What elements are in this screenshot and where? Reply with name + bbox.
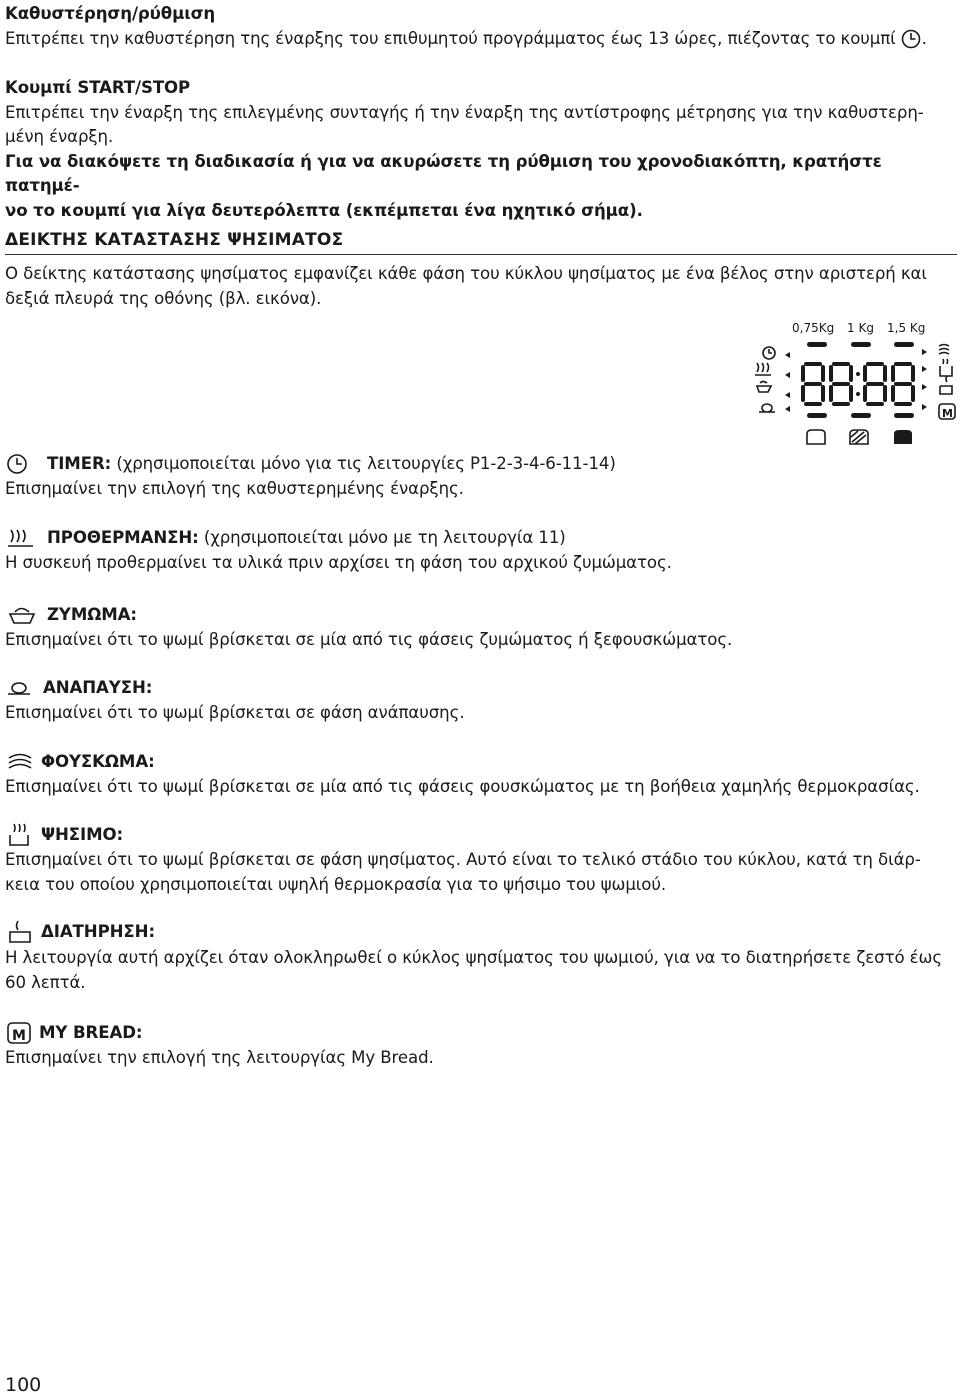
item-label: ΔΙΑΤΗΡΗΣΗ: [41, 921, 155, 941]
startstop-text-2: μένη έναρξη. [5, 127, 114, 146]
weight-label-1: 1 Kg [847, 321, 874, 335]
right-icons [939, 345, 955, 421]
item-text: Επισημαίνει την επιλογή της λειτουργίας My Bread. [5, 1048, 434, 1067]
item-label: ΨΗΣΙΜΟ: [41, 824, 124, 844]
item-text: Επισημαίνει ότι το ψωμί βρίσκεται σε φάση ψησίματος. Αυτό είναι το τελικό στάδιο του κύκλου, κατά τη διάρ- [5, 850, 921, 869]
svg-text:M: M [12, 1028, 26, 1044]
startstop-text-1: Επιτρέπει την έναρξη της επιλεγμένης συνταγής ή την έναρξη της αντίστροφης μέτρησης για την καθυστερη- [5, 102, 924, 122]
svg-text:M: M [942, 407, 953, 420]
weight-label-15: 1,5 Kg [887, 321, 926, 335]
item-label: MY BREAD: [39, 1022, 143, 1042]
item-label: ΖΥΜΩΜΑ: [47, 604, 137, 624]
item-rest [5, 676, 957, 725]
item-rising [5, 750, 957, 799]
baking-icon [5, 822, 35, 848]
section-title: ΔΕΙΚΤΗΣ ΚΑΤΑΣΤΑΣΗΣ ΨΗΣΙΜΑΤΟΣ [5, 228, 957, 255]
rising-icon [5, 750, 35, 774]
delay-text: Επιτρέπει την καθυστέρηση της έναρξης του επιθυμητού προγράμματος έως 13 ώρες, πιέζοντας το κουμπί . [5, 27, 957, 52]
item-text-2: κεια του οποίου χρησιμοποιείται υψηλή θερμοκρασία για το ψήσιμο του ψωμιού. [5, 874, 667, 894]
clock-icon [900, 28, 922, 50]
page-number: 100 [5, 1374, 42, 1396]
right-arrows [922, 349, 927, 410]
item-text: Επισημαίνει ότι το ψωμί βρίσκεται σε μία από τις φάσεις ζυμώματος ή ξεφουσκώματος. [5, 630, 733, 649]
item-label: ΦΟΥΣΚΩΜΑ: [41, 752, 155, 771]
rest-icon [5, 676, 35, 700]
item-text: Η συσκευή προθερμαίνει τα υλικά πριν αρχίσει τη φάση του αρχικού ζυμώματος. [5, 552, 672, 572]
item-text-2: 60 λεπτά. [5, 972, 86, 992]
indicator-text-2: δεξιά πλευρά της οθόνης (βλ. εικόνα). [5, 288, 322, 308]
item-text: Επισημαίνει ότι το ψωμί βρίσκεται σε μία από τις φάσεις φουσκώματος με τη βοήθεια χαμηλής θερμοκρασίας. [5, 776, 920, 796]
item-label: TIMER: [47, 454, 112, 473]
item-baking [5, 822, 957, 897]
weight-label-075: 0,75Kg [792, 321, 835, 335]
item-note: (χρησιμοποιείται μόνο με τη λειτουργία 11) [198, 528, 566, 547]
top-bars [807, 342, 914, 347]
startstop-bold-2: νο το κουμπί για λίγα δευτερόλεπτα (εκπέμπεται ένα ηχητικό σήμα). [5, 200, 643, 220]
delay-text-body: Επιτρέπει την καθυστέρηση της έναρξης του επιθυμητού προγράμματος έως 13 ώρες, πιέζοντας το κουμπί [5, 28, 896, 48]
item-my-bread [5, 1020, 957, 1071]
clock-icon [5, 452, 31, 476]
item-kneading [5, 602, 957, 653]
startstop-bold-1: Για να διακόψετε τη διαδικασία ή για να ακυρώσετε τη ρύθμιση του χρονοδιακόπτη, κρατήστε πατημέ- [5, 151, 882, 195]
item-text: Επισημαίνει ότι το ψωμί βρίσκεται σε φάση ανάπαυσης. [5, 702, 465, 722]
startstop-title: Κουμπί START/STOP [5, 78, 191, 97]
delay-title: Καθυστέρηση/ρύθμιση [5, 4, 216, 23]
crust-icons [807, 430, 912, 444]
item-text: Επισημαίνει την επιλογή της καθυστερημένης έναρξης. [5, 478, 464, 498]
lcd-digits [801, 362, 915, 406]
item-text: Η λειτουργία αυτή αρχίζει όταν ολοκληρωθεί ο κύκλος ψησίματος του ψωμιού, για να το διατηρήσετε ζεστό έως [5, 948, 942, 967]
left-arrows [785, 352, 790, 412]
item-preheat [5, 526, 957, 575]
item-keep-warm [5, 918, 957, 995]
lcd-display-diagram [749, 316, 960, 452]
my-bread-icon [5, 1020, 35, 1046]
preheat-icon [5, 526, 37, 550]
indicator-text-1: Ο δείκτης κατάστασης ψησίματος εμφανίζει κάθε φάση του κύκλου ψησίματος με ένα βέλος στην αριστερή και [5, 264, 927, 283]
left-icons [755, 347, 775, 412]
item-label: ΠΡΟΘΕΡΜΑΝΣΗ: [47, 528, 199, 547]
kneading-icon [5, 602, 41, 628]
item-note: (χρησιμοποιείται μόνο για τις λειτουργίες P1-2-3-4-6-11-14) [111, 454, 616, 473]
bottom-bars [807, 413, 914, 418]
item-timer [5, 452, 957, 501]
keep-warm-icon [5, 918, 35, 946]
item-label: ΑΝΑΠΑΥΣΗ: [43, 678, 153, 697]
